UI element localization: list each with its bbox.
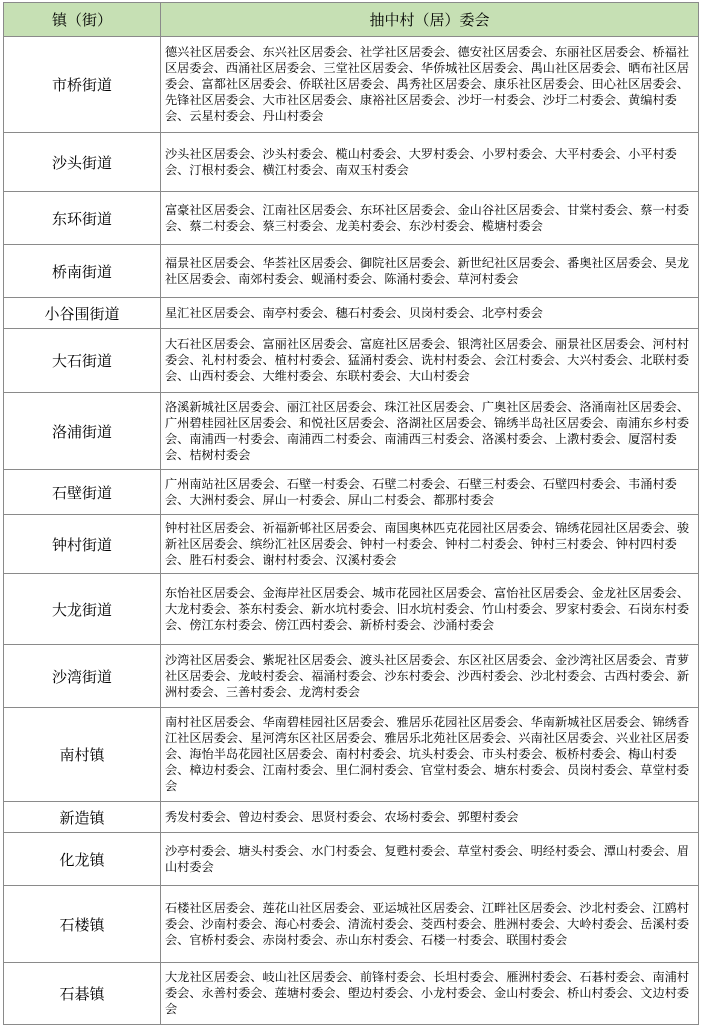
committee-list-cell: 洛溪新城社区居委会、丽江社区居委会、珠江社区居委会、广奥社区居委会、洛涌南社区居委会、广州碧桂园社区居委会、和悦社区居委会、洛湖社区居委会、锦绣半岛社区居委会、南浦东乡村委会、南浦西一村委会、南浦西二村委会、南浦西三村委会、洛溪村委会、上漖村委会、厦滘村委会、桔树村委会: [161, 393, 699, 470]
town-cell: 沙头街道: [4, 133, 161, 192]
town-cell: 小谷围街道: [4, 298, 161, 329]
table-header-row: [4, 3, 699, 37]
committee-list-cell: 星汇社区居委会、南亭村委会、穗石村委会、贝岗村委会、北亭村委会: [161, 298, 699, 329]
committee-list-cell: 福景社区居委会、华荟社区居委会、御院社区居委会、新世纪社区居委会、番奥社区居委会、昊龙社区居委会、南郊村委会、蚬涌村委会、陈涌村委会、草河村委会: [161, 245, 699, 298]
table-row: [4, 298, 699, 329]
table-row: [4, 515, 699, 574]
committee-list-cell: 东怡社区居委会、金海岸社区居委会、城市花园社区居委会、富怡社区居委会、金龙社区居委会、大龙村委会、茶东村委会、新水坑村委会、旧水坑村委会、竹山村委会、罗家村委会、石岗东村委会、傍江东村委会、傍江西村委会、新桥村委会、沙涌村委会: [161, 574, 699, 645]
table-row: [4, 192, 699, 245]
town-cell: 化龙镇: [4, 833, 161, 886]
committee-list-cell: 沙亭村委会、塘头村委会、水门村委会、复甦村委会、草堂村委会、明经村委会、潭山村委会、眉山村委会: [161, 833, 699, 886]
table-row: [4, 470, 699, 515]
committee-list-cell: 南村社区居委会、华南碧桂园社区居委会、雅居乐花园社区居委会、华南新城社区居委会、锦绣香江社区居委会、星河湾东区社区居委会、雅居乐北苑社区居委会、兴南社区居委会、兴业社区居委会、海怡半岛花园社区居委会、南村村委会、坑头村委会、市头村委会、板桥村委会、梅山村委会、樟边村委会、江南村委会、里仁洞村委会、官堂村委会、塘东村委会、员岗村委会、草堂村委会: [161, 708, 699, 802]
table-row: [4, 802, 699, 833]
town-cell: 洛浦街道: [4, 393, 161, 470]
table-row: [4, 708, 699, 802]
village-committee-table: [3, 2, 699, 1025]
town-cell: 大龙街道: [4, 574, 161, 645]
town-cell: 钟村街道: [4, 515, 161, 574]
committee-list-cell: 广州南站社区居委会、石壁一村委会、石壁二村委会、石壁三村委会、石壁四村委会、韦涌村委会、大洲村委会、屏山一村委会、屏山二村委会、都那村委会: [161, 470, 699, 515]
committee-list-cell: 大龙社区居委会、岐山社区居委会、前锋村委会、长坦村委会、雁洲村委会、石碁村委会、南浦村委会、永善村委会、莲塘村委会、塱边村委会、小龙村委会、金山村委会、桥山村委会、文边村委会: [161, 963, 699, 1025]
committee-list-cell: 大石社区居委会、富丽社区居委会、富庭社区居委会、银湾社区居委会、丽景社区居委会、河村村委会、礼村村委会、植村村委会、猛涌村委会、诜村村委会、会江村委会、大兴村委会、北联村委会、山西村委会、大维村委会、东联村委会、大山村委会: [161, 329, 699, 393]
town-cell: 桥南街道: [4, 245, 161, 298]
committee-list-cell: 钟村社区居委会、祈福新邨社区居委会、南国奥林匹克花园社区居委会、锦绣花园社区居委会、骏新社区居委会、缤纷汇社区居委会、钟村一村委会、钟村二村委会、钟村三村委会、钟村四村委会、胜石村委会、谢村村委会、汉溪村委会: [161, 515, 699, 574]
town-cell: 石楼镇: [4, 886, 161, 963]
town-cell: 石壁街道: [4, 470, 161, 515]
table-row: [4, 329, 699, 393]
table-row: [4, 133, 699, 192]
table-row: [4, 574, 699, 645]
table-row: [4, 886, 699, 963]
table-row: [4, 245, 699, 298]
town-cell: 南村镇: [4, 708, 161, 802]
committee-list-cell: 石楼社区居委会、莲花山社区居委会、亚运城社区居委会、江畔社区居委会、沙北村委会、江鸥村委会、沙南村委会、海心村委会、清流村委会、茭西村委会、胜洲村委会、大岭村委会、岳溪村委会、官桥村委会、赤岗村委会、赤山东村委会、石楼一村委会、联围村委会: [161, 886, 699, 963]
town-cell: 市桥街道: [4, 37, 161, 133]
town-cell: 石碁镇: [4, 963, 161, 1025]
table-row: [4, 645, 699, 708]
town-cell: 新造镇: [4, 802, 161, 833]
committee-list-cell: 沙头社区居委会、沙头村委会、榄山村委会、大罗村委会、小罗村委会、大平村委会、小平村委会、汀根村委会、横江村委会、南双玉村委会: [161, 133, 699, 192]
committee-list-cell: 富豪社区居委会、江南社区居委会、东环社区居委会、金山谷社区居委会、甘棠村委会、蔡一村委会、蔡二村委会、蔡三村委会、龙美村委会、东沙村委会、榄塘村委会: [161, 192, 699, 245]
committee-list-cell: 沙湾社区居委会、紫坭社区居委会、渡头社区居委会、东区社区居委会、金沙湾社区居委会、青萝社区居委会、龙岐村委会、福涌村委会、沙东村委会、沙西村委会、沙北村委会、古西村委会、新洲村委会、三善村委会、龙湾村委会: [161, 645, 699, 708]
committee-list-cell: 秀发村委会、曾边村委会、思贤村委会、农场村委会、郭塱村委会: [161, 802, 699, 833]
town-cell: 东环街道: [4, 192, 161, 245]
header-committees: 抽中村（居）委会: [161, 3, 699, 37]
table-row: [4, 963, 699, 1025]
town-cell: 大石街道: [4, 329, 161, 393]
town-cell: 沙湾街道: [4, 645, 161, 708]
header-town: 镇（街）: [4, 3, 161, 37]
table-row: [4, 833, 699, 886]
committee-list-cell: 德兴社区居委会、东兴社区居委会、社学社区居委会、德安社区居委会、东丽社区居委会、桥福社区居委会、西涌社区居委会、三堂社区居委会、华侨城社区居委会、禺山社区居委会、晒布社区居委会、富都社区居委会、侨联社区居委会、禺秀社区居委会、康乐社区居委会、田心社区居委会、先锋社区居委会、大市社区居委会、康裕社区居委会、沙圩一村委会、沙圩二村委会、黄编村委会、云星村委会、丹山村委会: [161, 37, 699, 133]
table-row: [4, 37, 699, 133]
table-row: [4, 393, 699, 470]
